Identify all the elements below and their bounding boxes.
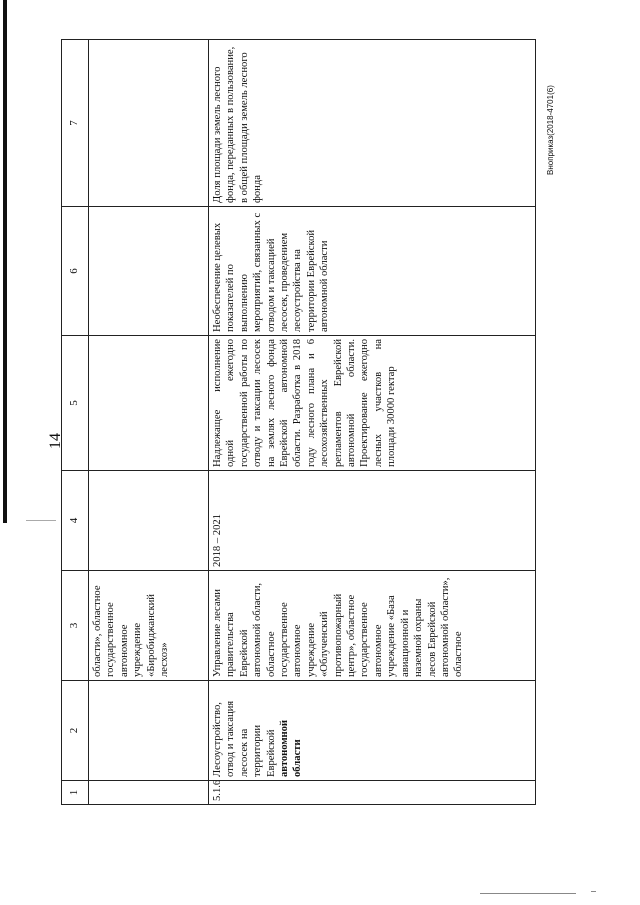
header-cell: 2 — [62, 681, 89, 781]
executors-cell: Управление лесами правительства Еврейской автономной области, областное государственное автономное учреждение «Облученский противопожарный центр», областное государственное автономное учреждение «База авиационной и наземной охраны лесов Еврейской автономной области», областное — [209, 571, 536, 681]
table-cell — [89, 471, 209, 571]
footer-rule — [480, 893, 576, 894]
table-cell — [89, 207, 209, 336]
activity-row — [209, 40, 536, 805]
footer-mark — [591, 891, 596, 892]
header-cell: 1 — [62, 781, 89, 805]
page-number: 14 — [47, 433, 64, 449]
header-row — [62, 40, 89, 805]
program-activities-table — [61, 39, 536, 805]
row-number-cell: 5.1.6 — [209, 781, 536, 805]
table-cell — [89, 336, 209, 471]
activity-name-text: Лесоустройство, отвод и таксация лесосек на территории Еврейской — [212, 700, 277, 777]
binding-bar — [3, 0, 7, 523]
rotated-table-container — [61, 40, 536, 805]
period-cell: 2018 – 2021 — [209, 471, 536, 571]
activity-name-region: автономной области — [279, 719, 304, 777]
document-reference-note: Вноприказ(2018-4701(6) — [546, 85, 555, 175]
consequences-cell: Необеспечение целевых показателей по выполнению мероприятий, связанных с отводом и таксацией лесосек, проведением лесоустройства на территории Еврейской автономной области — [209, 207, 536, 336]
header-cell: 6 — [62, 207, 89, 336]
indicator-cell: Доля площади земель лесного фонда, переданных в пользование, в общей площади земель лесного фонда — [209, 40, 536, 207]
executors-cell-continued: области», областное государственное автономное учреждение «Биробиджанский лесхоз» — [89, 571, 209, 681]
header-cell: 5 — [62, 336, 89, 471]
table-cell — [89, 40, 209, 207]
header-cell: 4 — [62, 471, 89, 571]
activity-name-cell — [209, 681, 536, 781]
margin-rule — [26, 520, 56, 521]
header-cell: 7 — [62, 40, 89, 207]
expected-result-cell: Надлежащее исполнение одной ежегодно государственной работы по отводу и таксации лесосек на землях лесного фонда Еврейской автономной области. Разработка в 2018 году лесного плана и 6 лесохозяйственных регламентов Еврейской автономной области. Проектирование ежегодно лесных участков на площади 30000 гектар — [209, 336, 536, 471]
table-cell — [89, 781, 209, 805]
continued-row — [89, 40, 209, 805]
header-cell: 3 — [62, 571, 89, 681]
table-cell — [89, 681, 209, 781]
